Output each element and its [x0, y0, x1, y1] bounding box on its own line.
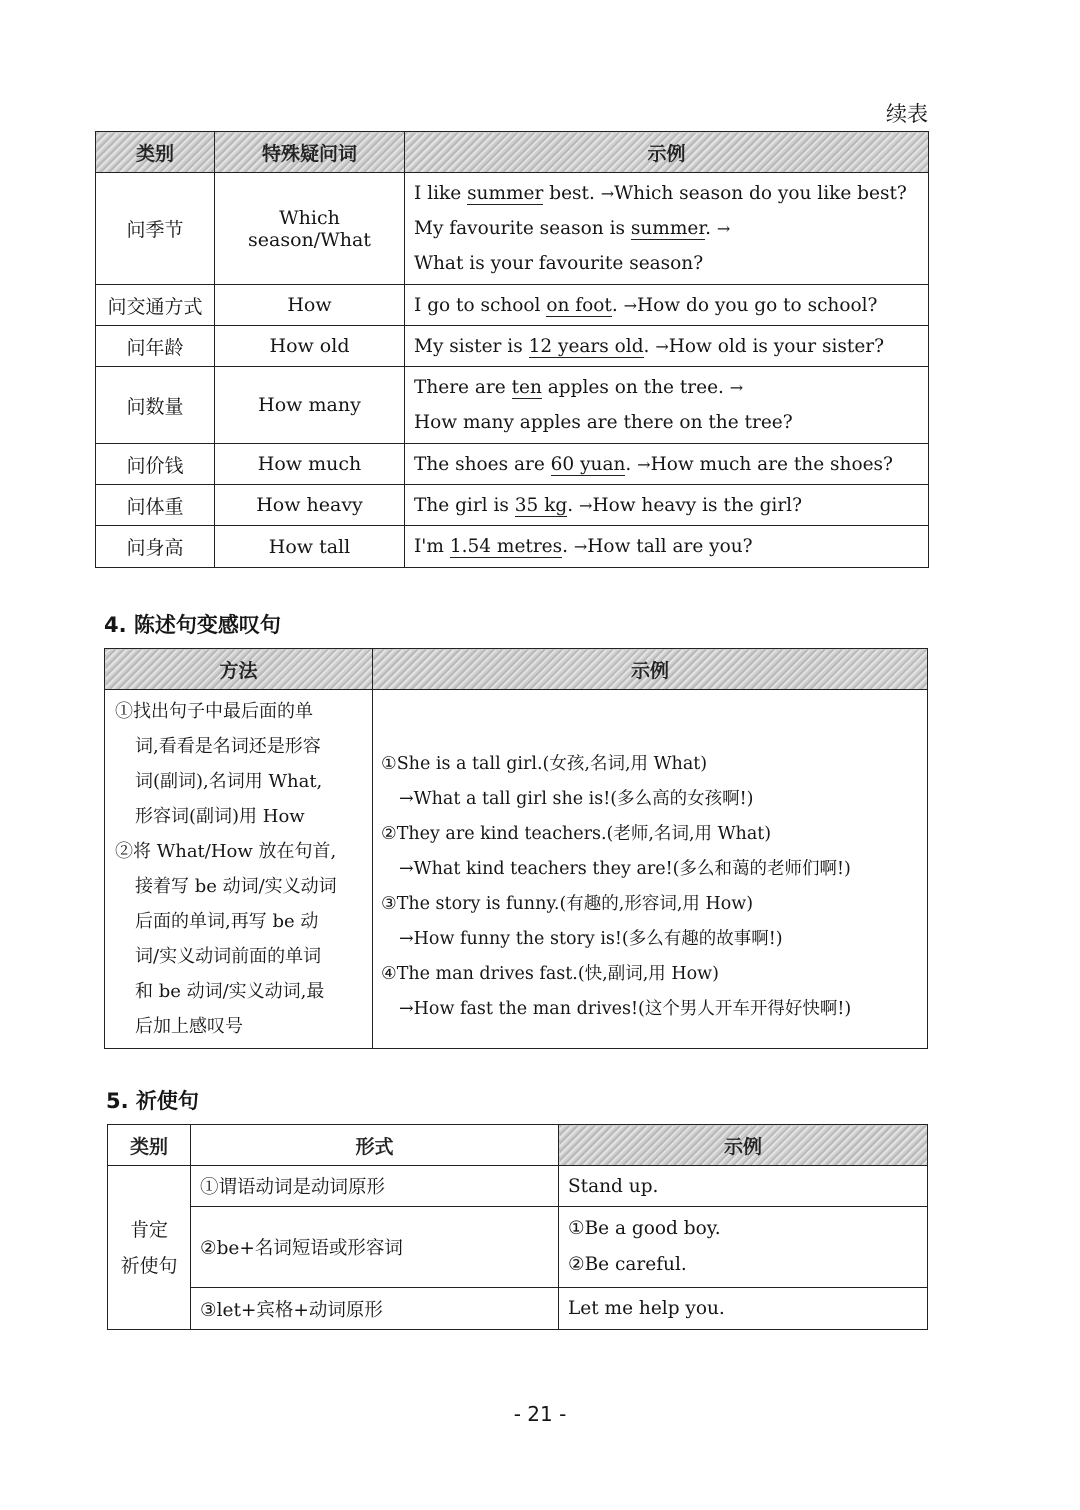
method-line: 接着写 be 动词/实义动词 — [135, 876, 337, 897]
example-text: . — [643, 335, 656, 357]
example-line: ①She is a tall girl.(女孩,名词,用 What) — [381, 753, 708, 774]
table-row — [105, 690, 928, 1049]
category-cell: 问年龄 — [96, 326, 215, 367]
example-line — [414, 529, 919, 564]
method-line: 形容词(副词)用 How — [135, 806, 305, 827]
table-row — [108, 1207, 928, 1288]
page-number: - 21 - — [513, 1402, 567, 1426]
arrow-icon: → — [600, 184, 615, 203]
section-5-title: 5. 祈使句 — [106, 1089, 199, 1113]
method-cell — [105, 690, 373, 1049]
method-line: 词,看看是名词还是形容 — [135, 736, 321, 757]
underlined-answer: 12 years old — [528, 335, 644, 357]
question-word-cell: Which season/What — [215, 173, 405, 285]
example-text: There are — [414, 377, 512, 398]
question-word-cell: How — [215, 285, 405, 326]
question-word-cell: How old — [215, 326, 405, 367]
example-cell — [405, 285, 929, 326]
header-question-word: 特殊疑问词 — [215, 132, 405, 173]
exclamation-table — [104, 648, 928, 1049]
method-line: ②将 What/How 放在句首, — [115, 841, 337, 862]
example-line: ②They are kind teachers.(老师,名词,用 What) — [381, 823, 772, 844]
example-cell — [405, 326, 929, 367]
example-text: I go to school — [414, 294, 547, 316]
example-cell — [405, 444, 929, 485]
example-line: →What kind teachers they are!(多么和蔼的老师们啊!) — [399, 858, 851, 879]
header-category: 类别 — [96, 132, 215, 173]
continued-label: 续表 — [886, 102, 928, 126]
header-example: 示例 — [405, 132, 929, 173]
arrow-icon: → — [637, 454, 651, 474]
example-text: My favourite season is — [414, 218, 631, 239]
table-row — [108, 1166, 928, 1207]
question-word-cell: How heavy — [215, 485, 405, 526]
example-text: How tall are you? — [587, 536, 753, 557]
header-method: 方法 — [105, 649, 373, 690]
category-cell: 问数量 — [96, 367, 215, 444]
question-word-cell: How much — [215, 444, 405, 485]
arrow-icon: → — [623, 295, 638, 315]
example-text: How do you go to school? — [637, 294, 878, 316]
question-word-cell: How many — [215, 367, 405, 444]
example-line: →How fast the man drives!(这个男人开车开得好快啊!) — [399, 998, 852, 1019]
example-text: I'm — [414, 536, 450, 557]
example-line: →How funny the story is!(多么有趣的故事啊!) — [399, 928, 783, 949]
table-row — [96, 173, 929, 285]
example-text: . — [611, 294, 624, 316]
table-header-row — [96, 132, 929, 173]
example-line — [414, 329, 919, 364]
table-row — [108, 1288, 928, 1330]
arrow-icon: → — [579, 495, 593, 515]
method-line: 后面的单词,再写 be 动 — [135, 911, 319, 932]
category-cell: 问季节 — [96, 173, 215, 285]
example-text: How old is your sister? — [668, 335, 885, 357]
underlined-answer: ten — [511, 377, 542, 398]
table-row — [96, 526, 929, 568]
table-header-row — [108, 1125, 928, 1166]
example-line: ①Be a good boy. — [568, 1218, 721, 1239]
example-text: . — [567, 494, 580, 516]
question-word-table — [95, 131, 929, 568]
table-row — [96, 326, 929, 367]
table-header-row — [105, 649, 928, 690]
example-cell — [405, 526, 929, 568]
example-cell — [405, 367, 929, 444]
header-example: 示例 — [559, 1125, 928, 1166]
spacer — [381, 712, 919, 747]
example-cell: Let me help you. — [559, 1288, 928, 1330]
method-line: 和 be 动词/实义动词,最 — [135, 981, 325, 1002]
example-text: The girl is — [414, 494, 515, 516]
category-cell: 问体重 — [96, 485, 215, 526]
example-text: The shoes are — [414, 453, 551, 475]
example-line — [414, 405, 919, 440]
example-line: ③The story is funny.(有趣的,形容词,用 How) — [381, 893, 754, 914]
example-line — [414, 246, 919, 281]
arrow-icon: → — [655, 336, 669, 356]
form-cell: ②be+名词短语或形容词 — [191, 1207, 559, 1288]
example-cell — [559, 1207, 928, 1288]
example-cell: Stand up. — [559, 1166, 928, 1207]
arrow-icon: → — [716, 219, 731, 238]
example-text: best. — [543, 183, 601, 204]
example-line — [414, 288, 919, 323]
header-example: 示例 — [373, 649, 928, 690]
method-line: 词/实义动词前面的单词 — [135, 946, 322, 967]
example-line — [414, 176, 919, 211]
example-text: I like — [414, 183, 468, 204]
example-cell — [405, 485, 929, 526]
example-text: How heavy is the girl? — [592, 494, 803, 516]
form-cell: ①谓语动词是动词原形 — [191, 1166, 559, 1207]
imperative-table — [107, 1124, 928, 1330]
example-text: Which season do you like best? — [614, 183, 907, 204]
example-text: My sister is — [414, 335, 529, 357]
method-line: 词(副词),名词用 What, — [135, 771, 323, 792]
example-text: . — [705, 218, 717, 239]
example-cell — [405, 173, 929, 285]
arrow-icon: → — [729, 378, 744, 397]
example-text: apples on the tree. — [541, 377, 730, 398]
example-text: How much are the shoes? — [650, 453, 893, 475]
underlined-answer: on foot — [546, 294, 612, 316]
example-text: How many apples are there on the tree? — [414, 412, 793, 433]
arrow-icon: → — [573, 537, 588, 556]
underlined-answer: 1.54 metres — [449, 536, 563, 557]
example-text: . — [625, 453, 638, 475]
example-line: ④The man drives fast.(快,副词,用 How) — [381, 963, 719, 984]
underlined-answer: 60 yuan — [550, 453, 626, 475]
header-category: 类别 — [108, 1125, 191, 1166]
method-line: 后加上感叹号 — [135, 1016, 243, 1037]
underlined-answer: 35 kg — [514, 494, 568, 516]
section-4-title: 4. 陈述句变感叹句 — [104, 613, 281, 637]
table-row — [96, 485, 929, 526]
table-row — [96, 444, 929, 485]
examples-cell — [373, 690, 928, 1049]
category-cell: 问身高 — [96, 526, 215, 568]
example-text: . — [562, 536, 574, 557]
underlined-answer: summer — [467, 183, 544, 204]
category-line: 祈使句 — [120, 1254, 178, 1277]
method-line: ①找出句子中最后面的单 — [115, 701, 313, 722]
example-text: What is your favourite season? — [414, 253, 704, 274]
example-line — [414, 211, 919, 246]
category-cell: 问价钱 — [96, 444, 215, 485]
example-line: →What a tall girl she is!(多么高的女孩啊!) — [399, 788, 754, 809]
example-line — [414, 447, 919, 482]
form-cell: ③let+宾格+动词原形 — [191, 1288, 559, 1330]
underlined-answer: summer — [630, 218, 706, 239]
table-row — [96, 285, 929, 326]
category-cell: 问交通方式 — [96, 285, 215, 326]
question-word-cell: How tall — [215, 526, 405, 568]
header-form: 形式 — [191, 1125, 559, 1166]
example-line: ②Be careful. — [568, 1254, 687, 1275]
table-row — [96, 367, 929, 444]
category-cell — [108, 1166, 191, 1330]
example-line — [414, 488, 919, 523]
category-line: 肯定 — [129, 1218, 168, 1241]
example-line — [414, 370, 919, 405]
